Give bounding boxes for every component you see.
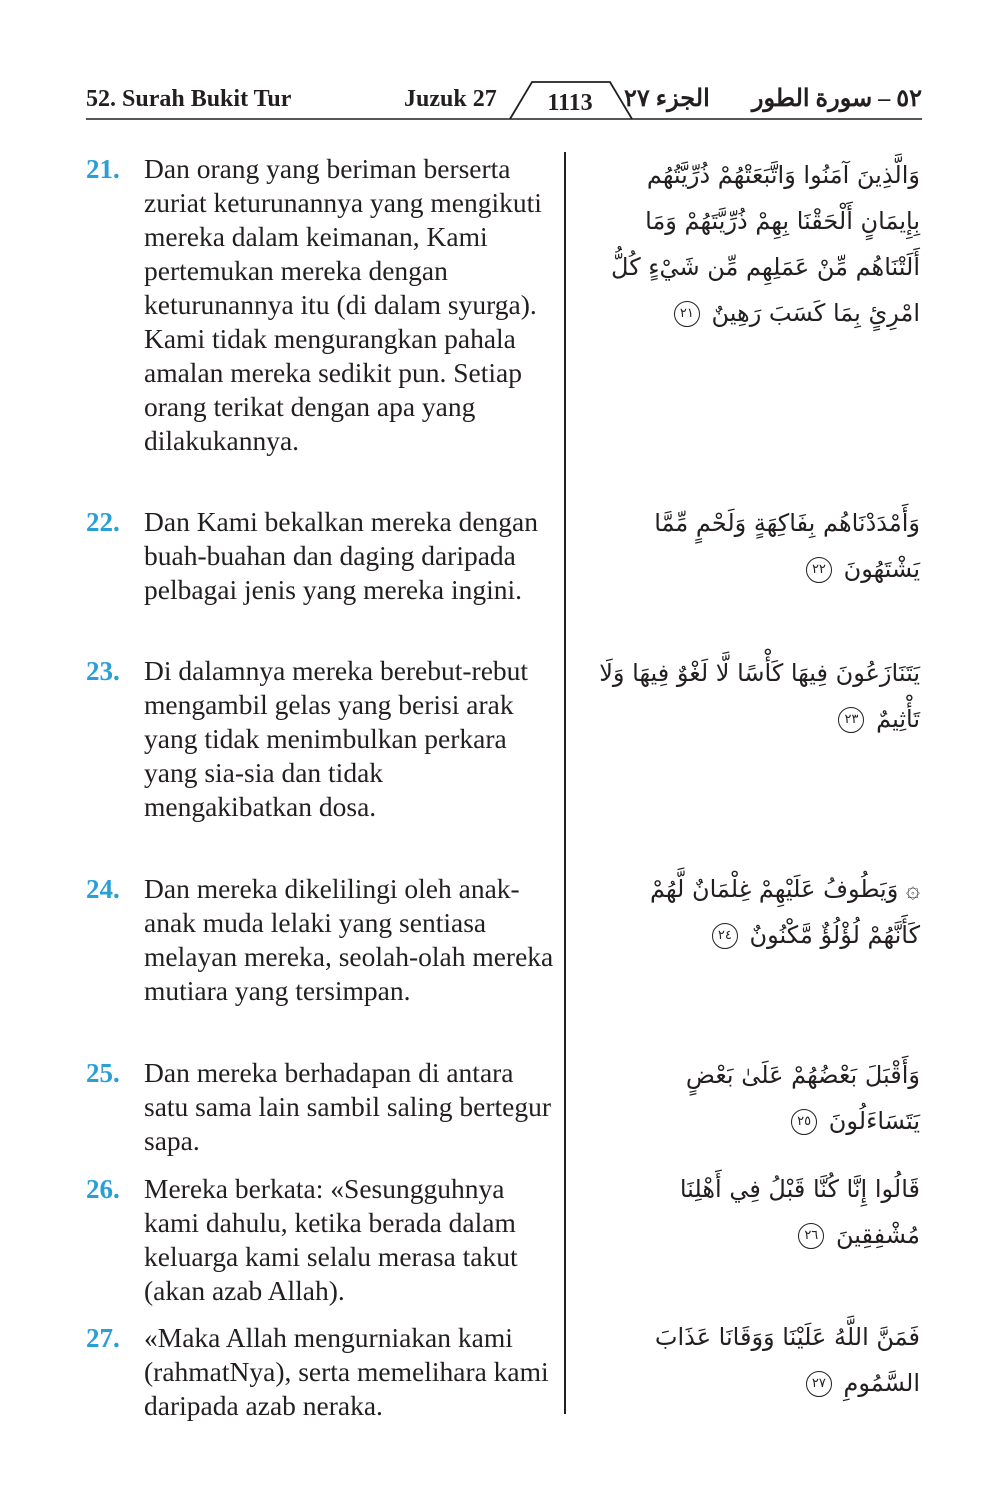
header-rule bbox=[86, 118, 922, 126]
juz-arabic: الجزء ٢٧ bbox=[624, 86, 710, 112]
ayah-number-marker: ٢٣ bbox=[838, 707, 864, 733]
verse-translation: Dan mereka berhadapan di antara satu sama lain sambil saling bertegur sapa. bbox=[144, 1057, 552, 1156]
column-divider bbox=[564, 152, 566, 1414]
arabic-text: وَأَقْبَلَ بَعْضُهُمْ عَلَىٰ بَعْضٍ يَتَسَاءَلُونَ bbox=[685, 1061, 920, 1135]
ayah-number-marker: ٢٦ bbox=[798, 1223, 824, 1249]
verse-arabic bbox=[590, 1314, 920, 1406]
arabic-text: يَتَنَازَعُونَ فِيهَا كَأْسًا لَّا لَغْوٌ فِيهَا وَلَا تَأْثِيمٌ bbox=[599, 659, 920, 733]
ayah-number-marker: ٢٤ bbox=[712, 923, 738, 949]
verse-translation: Dan orang yang beriman berserta zuriat keturunannya yang mengikuti mereka dalam keimanan, Kami pertemukan mereka dengan keturunannya itu (di dalam syurga). Kami tidak mengurangkan pahala amalan mereka sedikit pun. Setiap orang terikat dengan apa yang dilakukannya. bbox=[144, 153, 542, 456]
verse-translation: Dan mereka dikelilingi oleh anak-anak muda lelaki yang sentiasa melayan mereka, seolah-olah mereka mutiara yang tersimpan. bbox=[144, 873, 554, 1006]
verse-arabic bbox=[590, 1052, 920, 1144]
verse-translation: «Maka Allah mengurniakan kami (rahmatNya), serta memelihara kami daripada azab neraka. bbox=[144, 1322, 549, 1421]
verse-number: 27. bbox=[86, 1323, 120, 1353]
verse-arabic bbox=[590, 1166, 920, 1258]
surah-arabic: ٥٢ – سورة الطور bbox=[751, 86, 922, 112]
arabic-text: ۞ وَيَطُوفُ عَلَيْهِمْ غِلْمَانٌ لَّهُمْ كَأَنَّهُمْ لُؤْلُؤٌ مَّكْنُونٌ bbox=[649, 875, 920, 949]
ayah-number-marker: ٢٢ bbox=[806, 557, 832, 583]
arabic-text: فَمَنَّ اللَّهُ عَلَيْنَا وَوَقَانَا عَذَابَ السَّمُومِ bbox=[654, 1323, 920, 1397]
verse-number: 25. bbox=[86, 1058, 120, 1088]
verse-number: 21. bbox=[86, 154, 120, 184]
arabic-text: قَالُوا إِنَّا كُنَّا قَبْلُ فِي أَهْلِنَا مُشْفِقِينَ bbox=[679, 1175, 920, 1249]
verse-number: 23. bbox=[86, 656, 120, 686]
verse-arabic bbox=[590, 500, 920, 592]
verse-arabic bbox=[590, 866, 920, 958]
verse-arabic bbox=[590, 650, 920, 742]
page-header bbox=[86, 80, 922, 120]
juzuk-label: Juzuk 27 bbox=[404, 86, 497, 112]
ayah-number-marker: ٢١ bbox=[674, 301, 700, 327]
verse-arabic bbox=[590, 152, 920, 336]
page-number: 1113 bbox=[547, 90, 593, 116]
verse-translation: Dan Kami bekalkan mereka dengan buah-buahan dan daging daripada pelbagai jenis yang mereka ingini. bbox=[144, 506, 538, 605]
verse-translation: Mereka berkata: «Sesungguhnya kami dahulu, ketika berada dalam keluarga kami selalu merasa takut (akan azab Allah). bbox=[144, 1173, 518, 1306]
ayah-number-marker: ٢٥ bbox=[791, 1109, 817, 1135]
arabic-text: وَأَمْدَدْنَاهُم بِفَاكِهَةٍ وَلَحْمٍ مِّمَّا يَشْتَهُونَ bbox=[654, 509, 920, 583]
surah-title: 52. Surah Bukit Tur bbox=[86, 86, 292, 112]
verse-translation: Di dalamnya mereka berebut-rebut mengambil gelas yang berisi arak yang tidak menimbulkan perkara yang sia-sia dan tidak mengakibatkan dosa. bbox=[144, 655, 529, 822]
arabic-text: وَالَّذِينَ آمَنُوا وَاتَّبَعَتْهُمْ ذُرِّيَّتُهُم بِإِيمَانٍ أَلْحَقْنَا بِهِمْ ذُرِّيَّتَهُمْ وَمَا أَلَتْنَاهُم مِّنْ عَمَلِهِم مِّن شَيْءٍ كُلُّ امْرِئٍ بِمَا كَسَبَ رَهِينٌ bbox=[611, 161, 920, 327]
ayah-number-marker: ٢٧ bbox=[806, 1371, 832, 1397]
page-tab-frame bbox=[506, 80, 636, 120]
verse-number: 26. bbox=[86, 1174, 120, 1204]
verse-number: 22. bbox=[86, 507, 120, 537]
verse-number: 24. bbox=[86, 874, 120, 904]
